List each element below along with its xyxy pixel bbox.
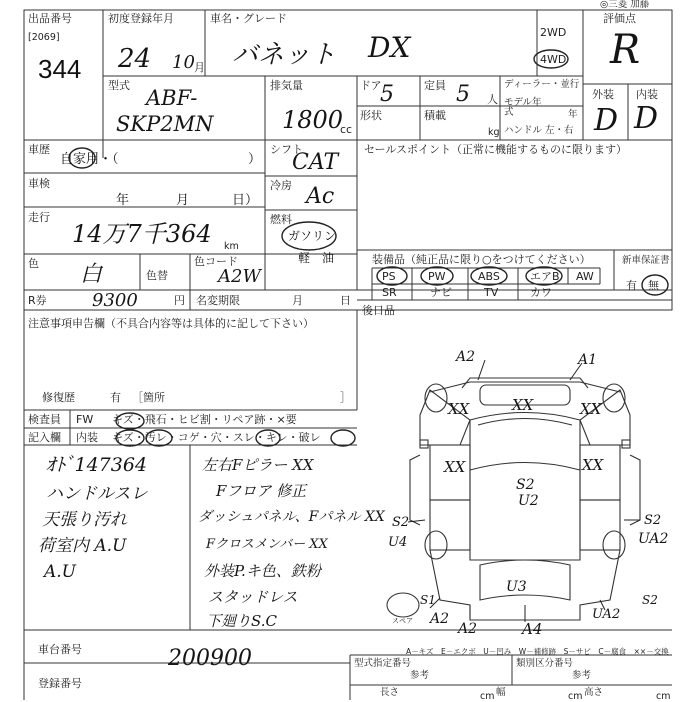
equip-sr: SR: [382, 286, 397, 299]
warranty-no: 無: [648, 279, 659, 292]
width-label: 幅: [496, 687, 506, 698]
color-code-label: 色コード: [194, 255, 238, 268]
model-label: 車名・グレード: [210, 12, 287, 25]
equip-abs: ABS: [478, 270, 500, 283]
first-reg-label: 初度登録年月: [108, 12, 174, 25]
fw-items: キズ・飛石・ヒビ割・リペア跡・×要: [112, 413, 297, 426]
cm-unit-1: cm: [480, 691, 495, 702]
equip-pw: PW: [428, 270, 446, 283]
interior-items: キズ・汚レ・コゲ・穴・スレ・キレ・破レ: [112, 431, 321, 444]
capacity-label: 定員: [424, 79, 446, 92]
mark-a2-rl: A2: [430, 611, 450, 627]
mark-s2-right: S2: [644, 513, 662, 528]
type-value-1: ABF-: [146, 86, 198, 110]
mark-u3-rear: U3: [506, 579, 527, 595]
mark-a2-top: A2: [456, 349, 476, 365]
displacement-value: 1800: [282, 106, 344, 134]
load-label: 積載: [424, 109, 446, 122]
type-label: 型式: [108, 79, 130, 92]
warranty-label: 新車保証書: [622, 255, 670, 266]
notice-label: 注意事項申告欄（不具合内容等は具体的に記して下さい）: [28, 317, 314, 330]
equip-airbag: エアB: [530, 270, 560, 283]
eval-label: 評価点: [603, 12, 636, 25]
warranty-yes: 有: [626, 279, 637, 292]
mark-s2-roof: S2: [516, 477, 535, 493]
note-right-1: Fフロア 修正: [216, 482, 307, 500]
height-label: 高さ: [584, 687, 604, 698]
fuel-gasoline: ガソリン: [288, 229, 337, 243]
color-label: 色: [28, 257, 39, 270]
chassis-value: 200900: [168, 646, 252, 671]
inspection-label: 車検: [28, 177, 50, 190]
color-code-value: A2W: [218, 266, 261, 287]
note-left-1: ハンドルスレ: [46, 484, 148, 504]
model-year-label: モデル年式: [504, 97, 542, 118]
type-spec-label: 型式指定番号: [354, 658, 412, 669]
class-label: 類別区分番号: [516, 658, 574, 669]
note-right-4: 外装P.キ色、鉄粉: [204, 562, 321, 580]
reference-label-1: 参考: [410, 670, 430, 681]
note-left-4: A.U: [44, 562, 77, 582]
equip-navi: ナビ: [430, 286, 452, 299]
int-value: D: [634, 101, 659, 136]
mark-a1-top: A1: [578, 352, 598, 368]
ext-label: 外装: [592, 88, 614, 101]
damage-legend: A－キズ E－エクボ U－凹み W－補修跡 S－サビ C－腐食 ××－交換: [406, 647, 669, 656]
note-left-0: ｵﾄﾞ147364: [46, 454, 148, 476]
color-value: 白: [80, 262, 103, 287]
first-reg-month: 10: [172, 52, 195, 73]
top-right-mark: ◎三菱 加藤: [600, 0, 650, 10]
repair-label: 修復歴: [42, 391, 75, 404]
mark-s2-left: S2: [392, 515, 410, 530]
mark-xx-rf: XX: [580, 400, 602, 418]
reg-label: 登録番号: [38, 677, 82, 690]
mark-xx-hood: XX: [512, 396, 534, 414]
spare-label: スペア: [392, 617, 413, 625]
inspection-month: 月: [176, 192, 190, 207]
recycle-value: 9300: [92, 290, 138, 311]
mileage-value: 14万7千364: [72, 220, 212, 248]
name-change-month: 月: [292, 294, 303, 307]
sales-point-label: セールスポイント（正常に機能するものに限ります）: [364, 143, 628, 156]
lot-label: 出品番号: [28, 12, 72, 25]
int-label: 内装: [636, 88, 658, 101]
length-label: 長さ: [380, 687, 400, 698]
note-right-0: 左右Fピラー XX: [202, 456, 314, 474]
mark-ua2-right: UA2: [638, 531, 669, 547]
shift-label: シフト: [270, 143, 303, 156]
shift-value: CAT: [292, 150, 339, 175]
chassis-label: 車台番号: [38, 643, 82, 656]
fw-label: FW: [76, 413, 94, 426]
mark-u4-left: U4: [388, 535, 408, 550]
dealer-label: ディーラー・並行: [504, 79, 580, 90]
inspection-year: 年: [116, 192, 130, 207]
model-name: バネット: [232, 40, 337, 70]
equip-tv: TV: [484, 286, 499, 299]
rear-seat-label: 後日品: [362, 304, 395, 317]
doors-value: 5: [380, 82, 394, 107]
usage-label: 車歴: [28, 143, 50, 156]
km-unit: km: [224, 241, 239, 252]
mileage-label: 走行: [28, 211, 50, 224]
repair-place: ［箇所: [132, 391, 165, 404]
year-unit: 年: [568, 109, 578, 120]
yen-unit: 円: [174, 294, 185, 307]
mark-xx-lp: XX: [444, 458, 466, 476]
cm-unit-3: cm: [656, 691, 671, 702]
mark-u2-roof: U2: [518, 493, 539, 509]
mark-s2-rr: S2: [642, 593, 658, 607]
capacity-value: 5: [456, 82, 470, 107]
interior-label: 内装: [76, 431, 98, 444]
lot-number: 344: [38, 54, 82, 84]
person-unit: 人: [487, 93, 498, 106]
note-right-5: スタッドレス: [208, 588, 298, 606]
mark-a2-bumper: A2: [458, 621, 478, 637]
name-change-day: 日: [340, 294, 351, 307]
kg-unit: kg: [488, 127, 500, 138]
mark-xx-rp: XX: [582, 456, 604, 474]
note-right-6: 下廻りS.C: [206, 612, 277, 630]
drive-2wd: 2WD: [540, 26, 567, 39]
recycle-label: R券: [28, 294, 47, 307]
type-value-2: SKP2MN: [116, 112, 214, 136]
shape-label: 形状: [360, 109, 382, 122]
inspection-day: 日）: [232, 192, 259, 207]
eval-value: R: [610, 27, 641, 73]
repair-has: 有: [110, 391, 121, 404]
note-right-2: ダッシュパネル、Fパネル XX: [198, 509, 385, 525]
month-unit: 月: [194, 61, 205, 74]
mark-xx-lf: XX: [448, 400, 470, 418]
note-left-2: 天張り汚れ: [42, 510, 127, 530]
usage-value: 自家用・（: [60, 151, 119, 166]
repair-close: ］: [340, 391, 351, 404]
ac-label: 冷房: [270, 179, 292, 192]
displacement-label: 排気量: [270, 79, 303, 92]
doors-label: ドア: [360, 79, 382, 92]
fuel-diesel: 軽 油: [298, 251, 335, 265]
cm-unit-2: cm: [568, 691, 583, 702]
equipment-label: 装備品（純正品に限り○をつけてください）: [372, 253, 591, 266]
fuel-label: 燃料: [270, 213, 292, 226]
inspector-label: 検査員: [28, 413, 61, 426]
ext-value: D: [594, 103, 619, 138]
first-reg-year: 24: [118, 44, 152, 74]
record-label: 記入欄: [28, 431, 61, 444]
name-change-label: 名変期限: [196, 294, 240, 307]
ac-value: Ac: [306, 184, 335, 209]
mark-ua2-rr: UA2: [592, 607, 621, 622]
equip-aw: AW: [576, 270, 594, 283]
handle-label: ハンドル 左・右: [504, 125, 574, 136]
mark-a4-rear: A4: [522, 620, 543, 638]
equip-leather: カワ: [530, 286, 552, 299]
grade: DX: [368, 31, 411, 64]
color-grade-label: 色替: [146, 269, 168, 282]
usage-close: ）: [248, 151, 262, 166]
reference-label-2: 参考: [572, 670, 592, 681]
equip-ps: PS: [382, 270, 396, 283]
lot-sub: [2069]: [28, 32, 60, 43]
note-left-3: 荷室内 A.U: [38, 536, 127, 556]
drive-4wd: 4WD: [540, 53, 567, 66]
mark-s1-spare: S1: [420, 593, 436, 607]
note-right-3: Fクロスメンバー XX: [206, 537, 328, 552]
cc-unit: cc: [340, 123, 353, 136]
